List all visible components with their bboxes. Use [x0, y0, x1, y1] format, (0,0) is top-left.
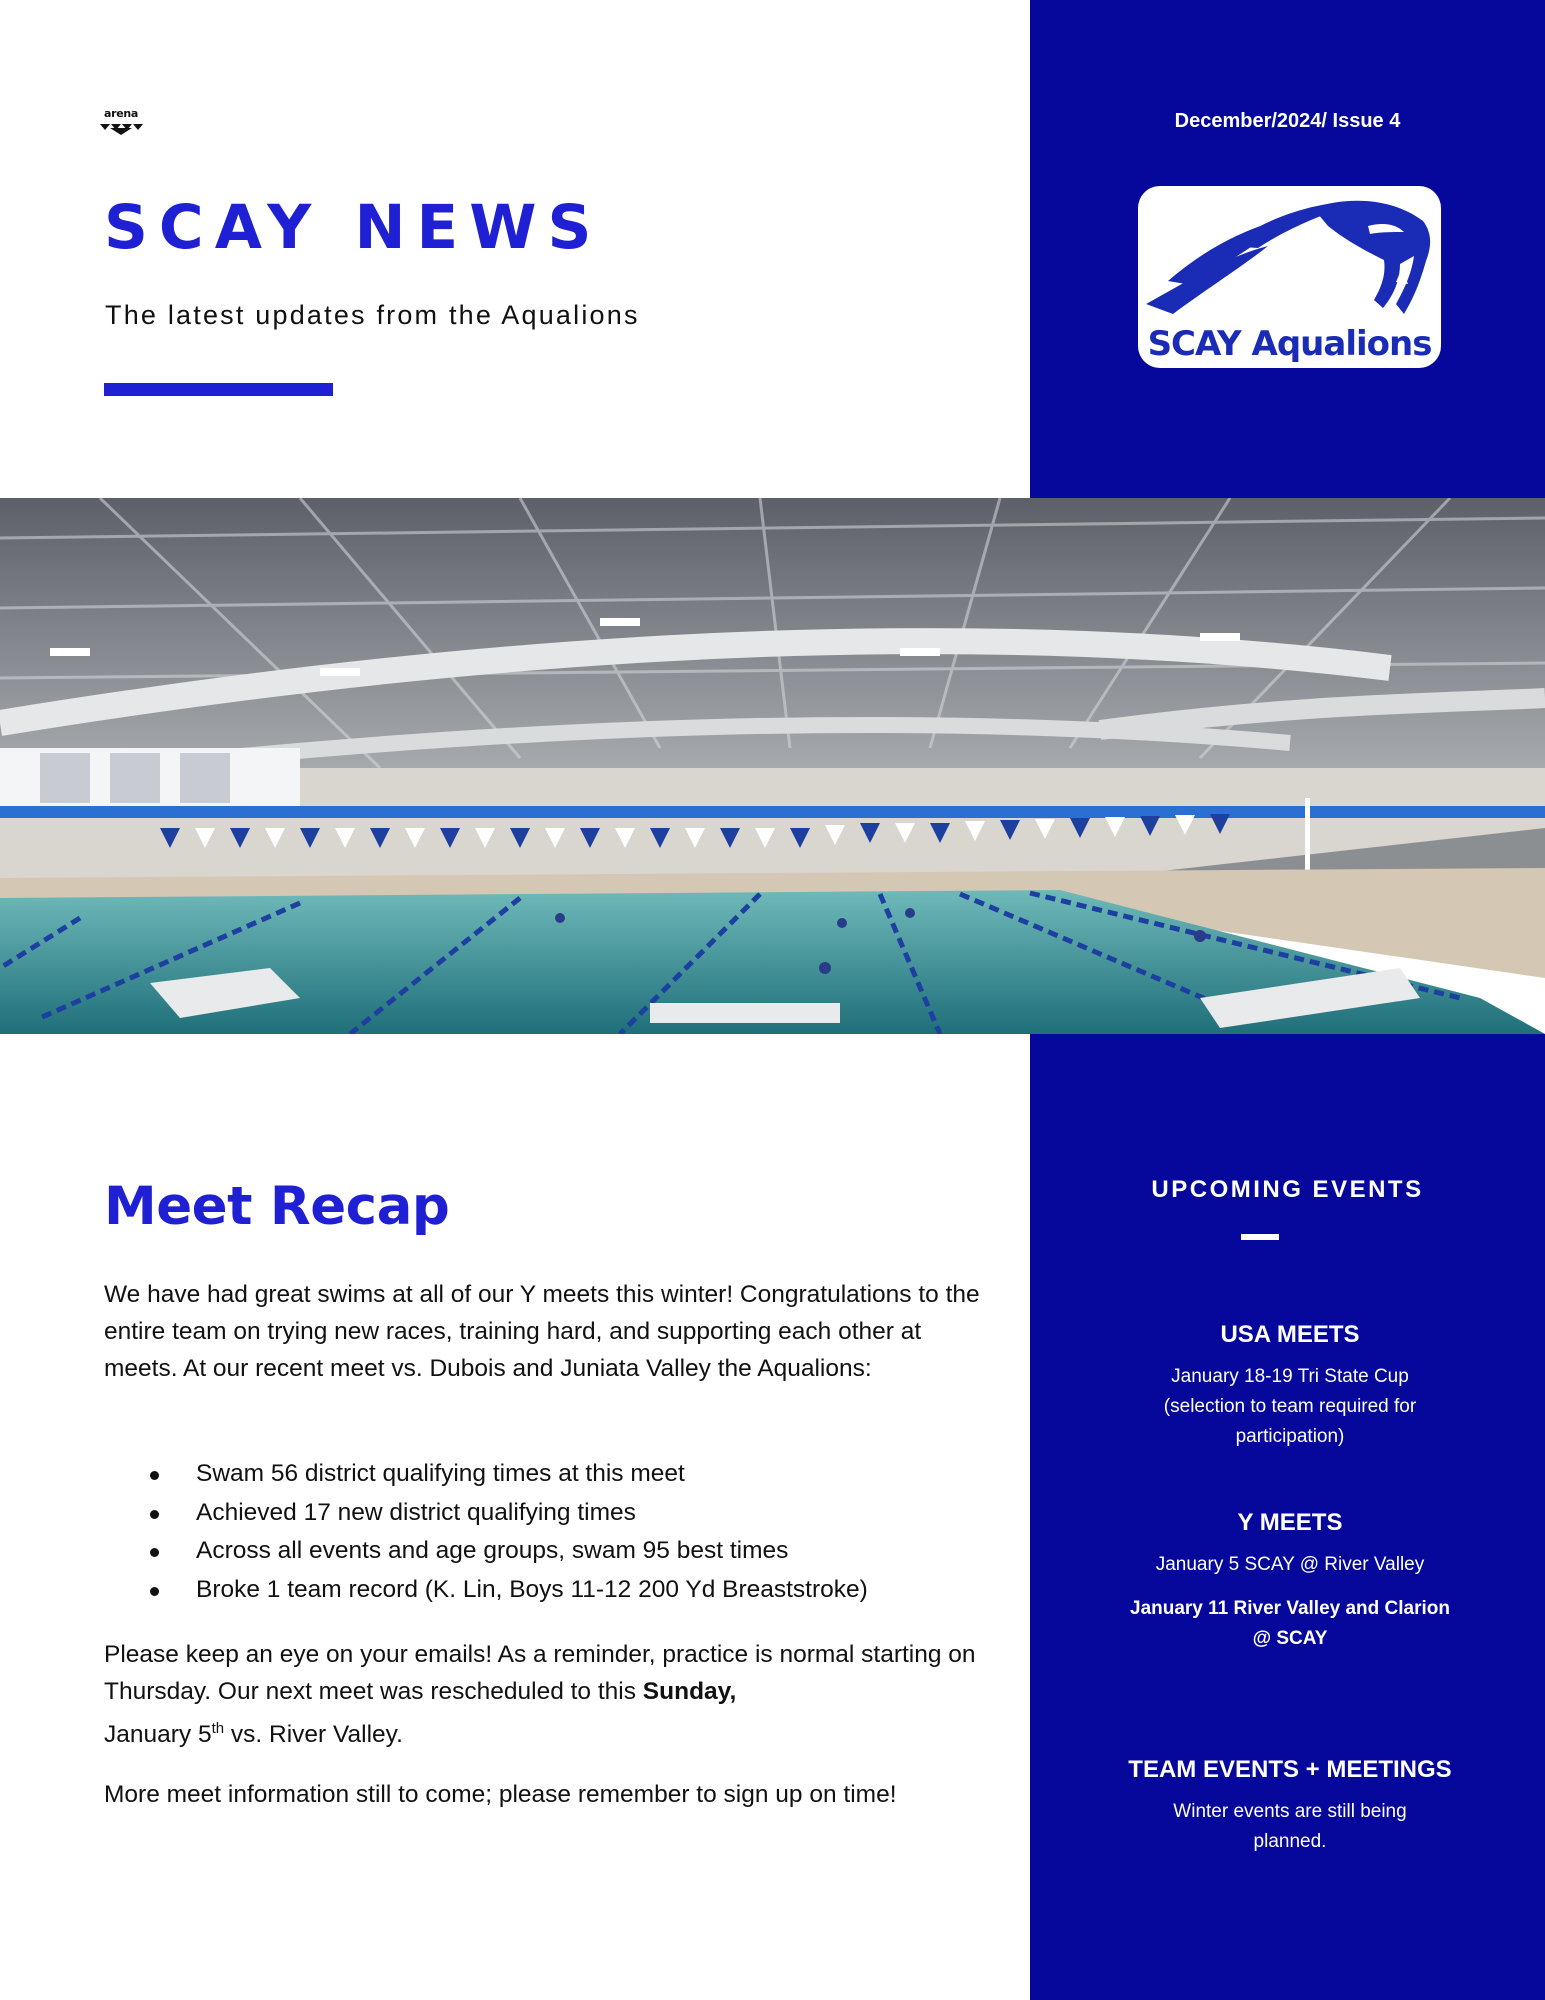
list-item: Swam 56 district qualifying times at this meet	[150, 1455, 868, 1494]
y-meets-line: January 11 River Valley and Clarion	[1130, 1598, 1450, 1619]
issue-date-label: December/2024/ Issue 4	[1174, 110, 1401, 132]
list-item: Broke 1 team record (K. Lin, Boys 11-12 200 Yd Breaststroke)	[150, 1571, 868, 1610]
reminder-text: Please keep an eye on your emails! As a reminder, practice is normal starting on Thursday. Our next meet was rescheduled to this	[104, 1641, 976, 1705]
team-logo-card	[1138, 186, 1441, 368]
reminder-emphasis: Sunday,	[642, 1678, 737, 1705]
usa-meets-section	[1070, 1321, 1510, 1452]
article-closing: More meet information still to come; please remember to sign up on time!	[104, 1781, 897, 1808]
usa-meets-line: (selection to team required for	[1163, 1396, 1417, 1417]
usa-meets-line: participation)	[1235, 1426, 1345, 1447]
article-title: Meet Recap	[104, 1176, 450, 1237]
team-events-line: Winter events are still being	[1173, 1801, 1407, 1822]
upcoming-events-heading: UPCOMING EVENTS	[1151, 1176, 1424, 1203]
list-item: Achieved 17 new district qualifying times	[150, 1494, 868, 1533]
article-reminder	[104, 1636, 984, 1753]
list-item: Across all events and age groups, swam 95 best times	[150, 1532, 868, 1571]
accent-divider	[104, 383, 333, 396]
reminder-date-suffix: th	[211, 1720, 225, 1737]
usa-meets-line: January 18-19 Tri State Cup	[1171, 1366, 1409, 1387]
y-meets-section	[1070, 1509, 1510, 1654]
newsletter-title: SCAY NEWS	[104, 192, 603, 263]
indoor-pool-photo	[0, 498, 1545, 1034]
reminder-opponent: vs. River Valley.	[224, 1721, 403, 1749]
team-events-line: planned.	[1253, 1831, 1327, 1852]
arena-diamond-icon	[98, 120, 144, 136]
y-meets-line: @ SCAY	[1252, 1628, 1328, 1649]
usa-meets-title: USA MEETS	[1220, 1321, 1360, 1348]
y-meets-line: January 5 SCAY @ River Valley	[1155, 1554, 1425, 1575]
article-intro: We have had great swims at all of our Y meets this winter! Congratulations to the entire team on trying new races, training hard, and supporting each other at meets. At our recent meet vs. Dubois and Juniata Valley the Aqualions:	[104, 1281, 980, 1382]
brand-wordmark: arena	[103, 107, 139, 120]
achievements-list	[150, 1455, 868, 1609]
team-events-title: TEAM EVENTS + MEETINGS	[1128, 1756, 1452, 1783]
pool-illustration	[0, 498, 1545, 1034]
team-events-section	[1070, 1756, 1510, 1857]
reminder-date: January 5	[104, 1721, 212, 1749]
sidebar-header-panel	[1030, 0, 1545, 498]
arena-brand-logo	[98, 108, 144, 136]
team-logo-text: SCAY Aqualions	[1147, 324, 1432, 364]
newsletter-tagline: The latest updates from the Aqualions	[105, 300, 640, 330]
y-meets-title: Y MEETS	[1237, 1509, 1343, 1536]
events-divider	[1241, 1234, 1279, 1240]
upcoming-events-panel	[1030, 1034, 1545, 2000]
